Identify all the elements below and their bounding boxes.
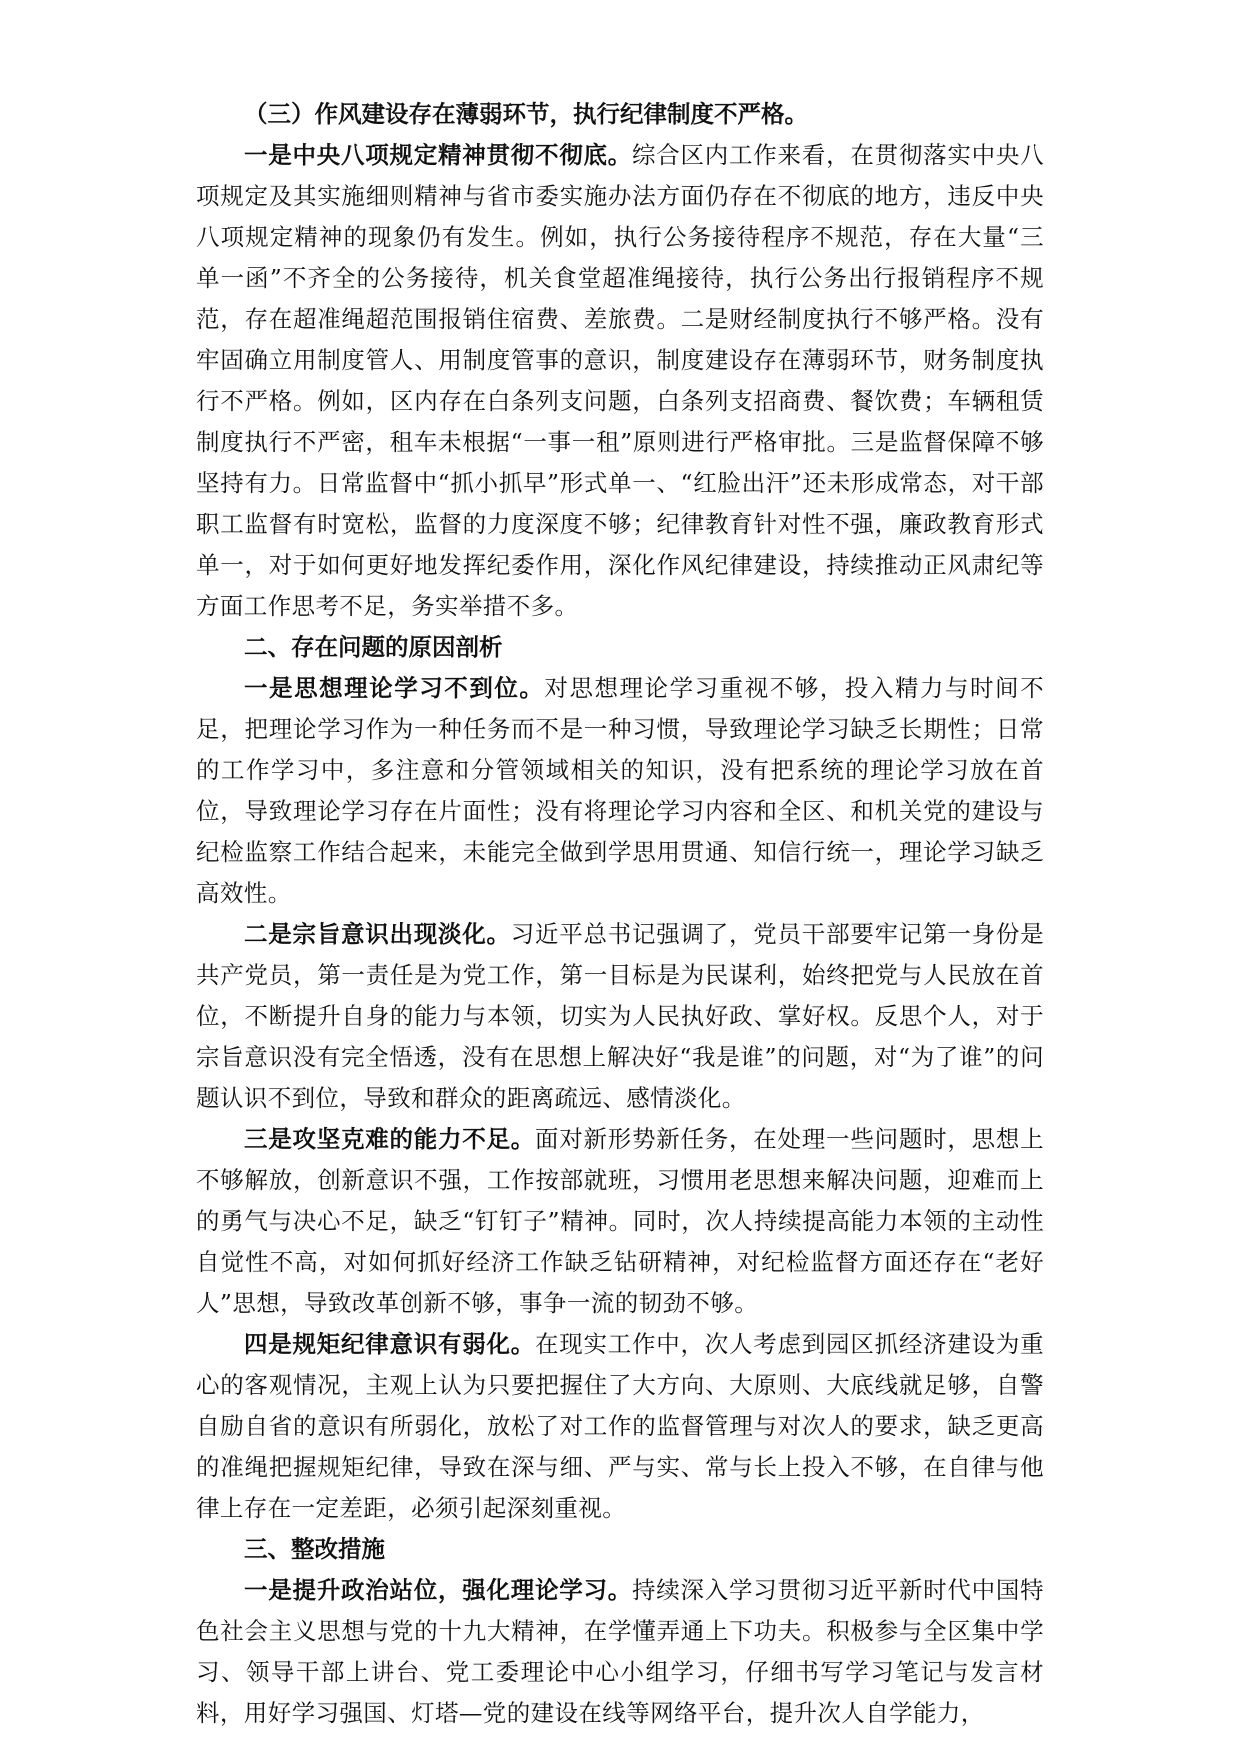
- para-body-eight-rules: 综合区内工作来看，在贯彻落实中央八项规定及其实施细则精神与省市委实施办法方面仍存在不彻底的地方，违反中央八项规定精神的现象仍有发生。例如，执行公务接待程序不规范，存在大量“三单一函”不齐全的公务接待，机关食堂超准绳接待，执行公务出行报销程序不规范，存在超准绳超范围报销住宿费、差旅费。二是财经制度执行不够严格。没有牢固确立用制度管人、用制度管事的意识，制度建设存在薄弱环节，财务制度执行不严格。例如，区内存在白条列支问题，白条列支招商费、餐饮费；车辆租赁制度执行不严密，租车未根据“一事一租”原则进行严格审批。三是监督保障不够坚持有力。日常监督中“抓小抓早”形式单一、“红脸出汗”还未形成常态，对干部职工监督有时宽松，监督的力度深度不够；纪律教育针对性不强，廉政教育形式单一，对于如何更好地发挥纪委作用，深化作风纪律建设，持续推动正风肃纪等方面工作思考不足，务实举措不多。: [196, 141, 1044, 620]
- para-body-tackle-difficulties: 面对新形势新任务，在处理一些问题时，思想上不够解放，创新意识不强，工作按部就班，习惯用老思想来解决问题，迎难而上的勇气与决心不足，缺乏“钉钉子”精神。同时，次人持续提高能力本领的主动性自觉性不高，对如何抓好经济工作缺乏钻研精神，对纪检监督方面还存在“老好人”思想，导致改革创新不够，事争一流的韧劲不够。: [196, 1125, 1044, 1317]
- para-discipline-awareness: [196, 1324, 1044, 1529]
- para-lead-discipline-awareness: 四是规矩纪律意识有弱化。: [244, 1330, 536, 1358]
- section-heading-style-building: （三）作风建设存在薄弱环节，执行纪律制度不严格。: [244, 100, 808, 128]
- para-eight-rules: [196, 135, 1044, 627]
- section-heading-rectification: 三、整改措施: [244, 1535, 385, 1563]
- para-lead-tackle-difficulties: 三是攻坚克难的能力不足。: [244, 1125, 536, 1153]
- para-body-theory-study: 对思想理论学习重视不够，投入精力与时间不足，把理论学习作为一种任务而不是一种习惯，导致理论学习缺乏长期性；日常的工作学习中，多注意和分管领域相关的知识，没有把系统的理论学习放在首位，导致理论学习存在片面性；没有将理论学习内容和全区、和机关党的建设与纪检监察工作结合起来，未能完全做到学思用贯通、知信行统一，理论学习缺乏高效性。: [196, 674, 1044, 907]
- para-purpose-awareness: [196, 914, 1044, 1119]
- section-heading-cause-analysis: 二、存在问题的原因剖析: [244, 633, 503, 661]
- para-lead-theory-study: 一是思想理论学习不到位。: [244, 674, 545, 702]
- para-lead-eight-rules: 一是中央八项规定精神贯彻不彻底。: [244, 141, 633, 169]
- para-lead-purpose-awareness: 二是宗旨意识出现淡化。: [244, 920, 511, 948]
- para-body-purpose-awareness: 习近平总书记强调了，党员干部要牢记第一身份是共产党员，第一责任是为党工作，第一目标是为民谋利，始终把党与人民放在首位，不断提升自身的能力与本领，切实为人民执好政、掌好权。反思个人，对于宗旨意识没有完全悟透，没有在思想上解决好“我是谁”的问题，对“为了谁”的问题认识不到位，导致和群众的距离疏远、感情淡化。: [196, 920, 1044, 1112]
- para-political-stance: [196, 1570, 1044, 1734]
- para-body-political-stance: 持续深入学习贯彻习近平新时代中国特色社会主义思想与党的十九大精神，在学懂弄通上下功夫。积极参与全区集中学习、领导干部上讲台、党工委理论中心小组学习，仔细书写学习笔记与发言材料，用好学习强国、灯塔—党的建设在线等网络平台，提升次人自学能力，: [196, 1576, 1044, 1727]
- para-tackle-difficulties: [196, 1119, 1044, 1324]
- para-body-discipline-awareness: 在现实工作中，次人考虑到园区抓经济建设为重心的客观情况，主观上认为只要把握住了大方向、大原则、大底线就足够，自警自励自省的意识有所弱化，放松了对工作的监督管理与对次人的要求，缺乏更高的准绳把握规矩纪律，导致在深与细、严与实、常与长上投入不够，在自律与他律上存在一定差距，必须引起深刻重视。: [196, 1330, 1044, 1522]
- para-theory-study: [196, 668, 1044, 914]
- para-lead-political-stance: 一是提升政治站位，强化理论学习。: [244, 1576, 633, 1604]
